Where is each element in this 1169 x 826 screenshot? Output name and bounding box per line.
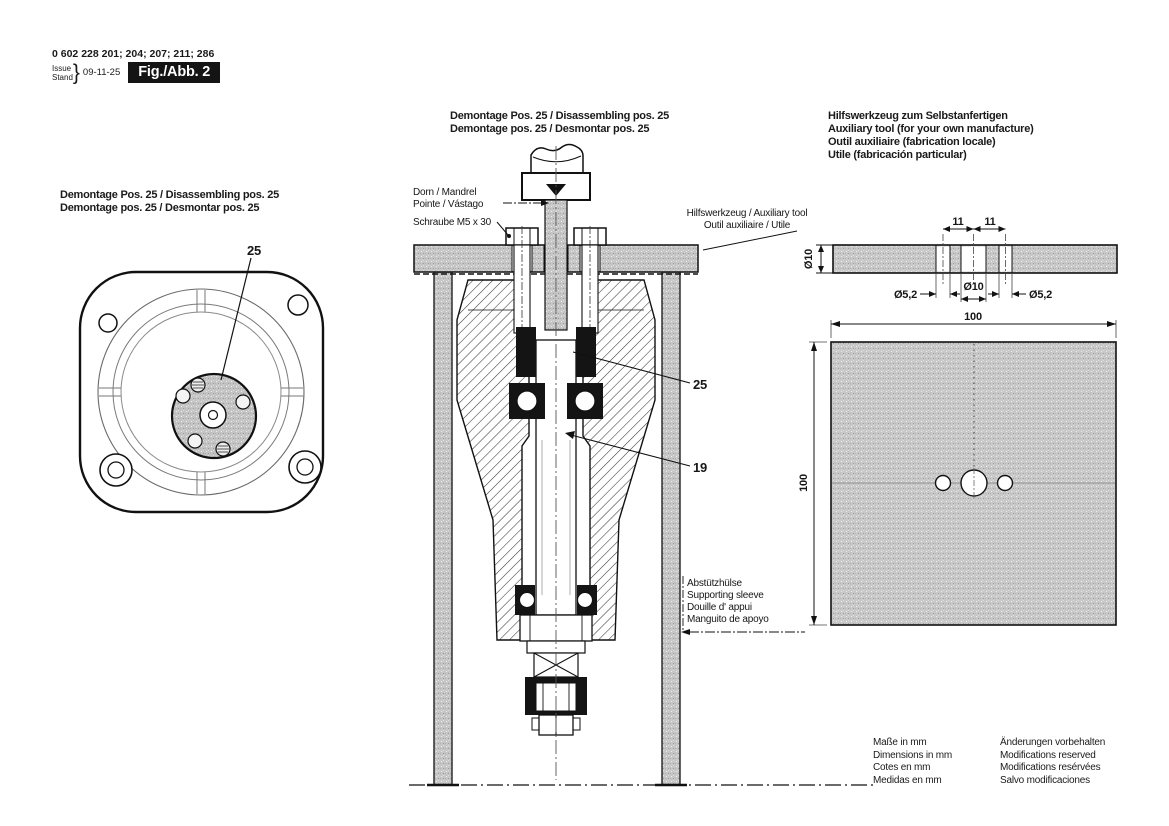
units-line-2: Dimensions in mm [873,749,953,761]
dim-hole-spacing [943,216,1006,232]
dim-spacing-right-label: 11 [984,216,996,228]
screw-label-text: Schraube M5 x 30 [413,217,491,228]
center-caption-line1: Demontage Pos. 25 / Disassembling pos. 25 [450,110,669,122]
issue-stand-labels [52,64,73,82]
dim-width-label: 100 [964,311,982,323]
issue-label: Issue [52,63,72,73]
dim-plate-thickness [803,245,833,273]
sleeve-label-line1: Abstützhülse [687,578,742,589]
dim-plate-width [831,311,1116,338]
dim-plate-height [798,342,827,625]
figure-badge: Fig./Abb. 2 [128,62,220,83]
flange-center-disc [172,374,256,458]
notice-line-1: Änderungen vorbehalten [1000,737,1106,748]
center-caption-line2: Demontage pos. 25 / Desmontar pos. 25 [450,123,650,135]
mandrel-label-line2: Pointe / Vástago [413,199,484,210]
dim-height-label: 100 [798,474,810,492]
dim-small-hole-right-label: Ø5,2 [1029,289,1053,301]
sleeve-label-line3: Douille d' appui [687,602,752,613]
flange-front-view-drawing [75,230,330,520]
notice-line-2: Modifications reserved [1000,749,1096,761]
units-line-1: Maße in mm [873,737,927,748]
brace-glyph: } [72,59,80,85]
right-caption-line3: Outil auxiliaire (fabrication locale) [828,136,996,148]
callout-19-text: 19 [693,460,708,475]
flange-callout-25: 25 [247,243,262,258]
issue-stand-block [52,59,220,85]
aux-tool-label-line2: Outil auxiliaire / Utile [703,220,791,231]
right-caption-line1: Hilfswerkzeug zum Selbstanfertigen [828,110,1008,122]
callout-25-text: 25 [693,377,708,392]
notice-line-4: Salvo modificaciones [1000,774,1090,786]
left-view-caption [60,189,279,215]
part-numbers: 0 602 228 201; 204; 207; 211; 286 [52,48,215,60]
sleeve-label-line4: Manguito de apoyo [687,614,769,625]
right-caption-line2: Auxiliary tool (for your own manufacture) [828,123,1034,135]
issue-date: 09-11-25 [82,67,121,78]
sleeve-label [681,576,805,635]
units-note [873,737,952,787]
tool-plate-plan-view [831,342,1116,625]
tool-plate-section [833,234,1117,284]
left-caption-line2: Demontage pos. 25 / Desmontar pos. 25 [60,202,260,214]
screw-label [413,217,511,238]
sleeve-label-line2: Supporting sleeve [687,590,764,601]
notice-line-3: Modifications resérvées [1000,762,1101,773]
left-caption-line1: Demontage Pos. 25 / Disassembling pos. 25 [60,189,279,201]
dim-spacing-left-label: 11 [952,216,964,228]
aux-tool-label-line1: Hilfswerkzeug / Auxiliary tool [686,208,808,219]
mandrel-label-line1: Dorn / Mandrel [413,187,477,198]
dim-hole-diameters [894,273,1052,302]
dim-center-hole-label: Ø10 [963,281,984,293]
modifications-note [1000,737,1105,787]
dim-small-hole-left-label: Ø5,2 [893,289,917,301]
units-line-3: Cotes en mm [873,762,931,773]
right-caption-line4: Utile (fabricación particular) [828,149,967,161]
auxiliary-tool-drawing [790,210,1150,640]
units-line-4: Medidas en mm [873,774,942,786]
dim-thickness-label: Ø10 [803,248,815,270]
center-view-caption [450,110,669,136]
stand-label: Stand [52,72,73,82]
